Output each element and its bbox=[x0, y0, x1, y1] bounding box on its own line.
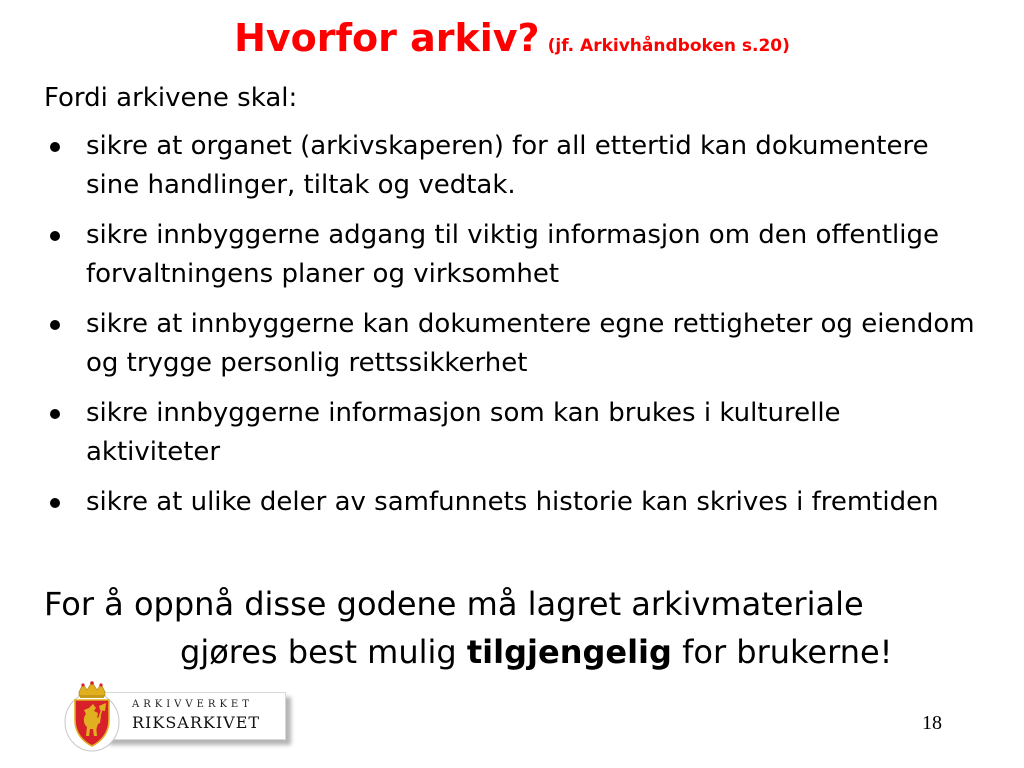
bullet-item bbox=[44, 305, 979, 383]
bullet-item bbox=[44, 127, 979, 205]
bullet-dot-icon bbox=[50, 142, 60, 152]
bullet-dot-icon bbox=[50, 409, 60, 419]
bullet-item bbox=[44, 394, 979, 472]
conclusion-line-1: For å oppnå disse godene må lagret arkivmateriale bbox=[44, 585, 864, 623]
bullet-text: sikre at innbyggerne kan dokumentere egne rettigheter og eiendom og trygge personlig rettssikkerhet bbox=[86, 309, 975, 378]
bullet-text: sikre at organet (arkivskaperen) for all ettertid kan dokumentere sine handlinger, tiltak og vedtak. bbox=[86, 131, 929, 200]
bullet-dot-icon bbox=[50, 320, 60, 330]
title-reference: (jf. Arkivhåndboken s.20) bbox=[547, 36, 790, 56]
bullet-list bbox=[44, 127, 979, 533]
page-number: 18 bbox=[922, 712, 942, 734]
bullet-text: sikre innbyggerne adgang til viktig informasjon om den offentlige forvaltningens planer og virksomhet bbox=[86, 220, 939, 289]
slide-title bbox=[0, 16, 1024, 60]
bullet-item bbox=[44, 483, 979, 522]
conclusion-emphasis: tilgjengelig bbox=[466, 633, 672, 671]
conclusion bbox=[44, 580, 1004, 676]
intro-text: Fordi arkivene skal: bbox=[44, 83, 298, 113]
arkivverket-logo bbox=[62, 680, 294, 752]
conclusion-line-2 bbox=[44, 628, 1004, 676]
bullet-dot-icon bbox=[50, 231, 60, 241]
bullet-dot-icon bbox=[50, 498, 60, 508]
conclusion-line-2-start: gjøres best mulig bbox=[180, 633, 467, 671]
logo-bottom-text: RIKSARKIVET bbox=[132, 713, 261, 732]
title-main: Hvorfor arkiv? bbox=[234, 16, 540, 60]
logo-top-text: ARKIVVERKET bbox=[132, 699, 253, 710]
bullet-text: sikre innbyggerne informasjon som kan brukes i kulturelle aktiviteter bbox=[86, 398, 841, 467]
bullet-item bbox=[44, 216, 979, 294]
bullet-text: sikre at ulike deler av samfunnets historie kan skrives i fremtiden bbox=[86, 487, 939, 517]
norwegian-coat-of-arms-icon bbox=[62, 680, 122, 752]
conclusion-line-2-end: for brukerne! bbox=[671, 633, 893, 671]
